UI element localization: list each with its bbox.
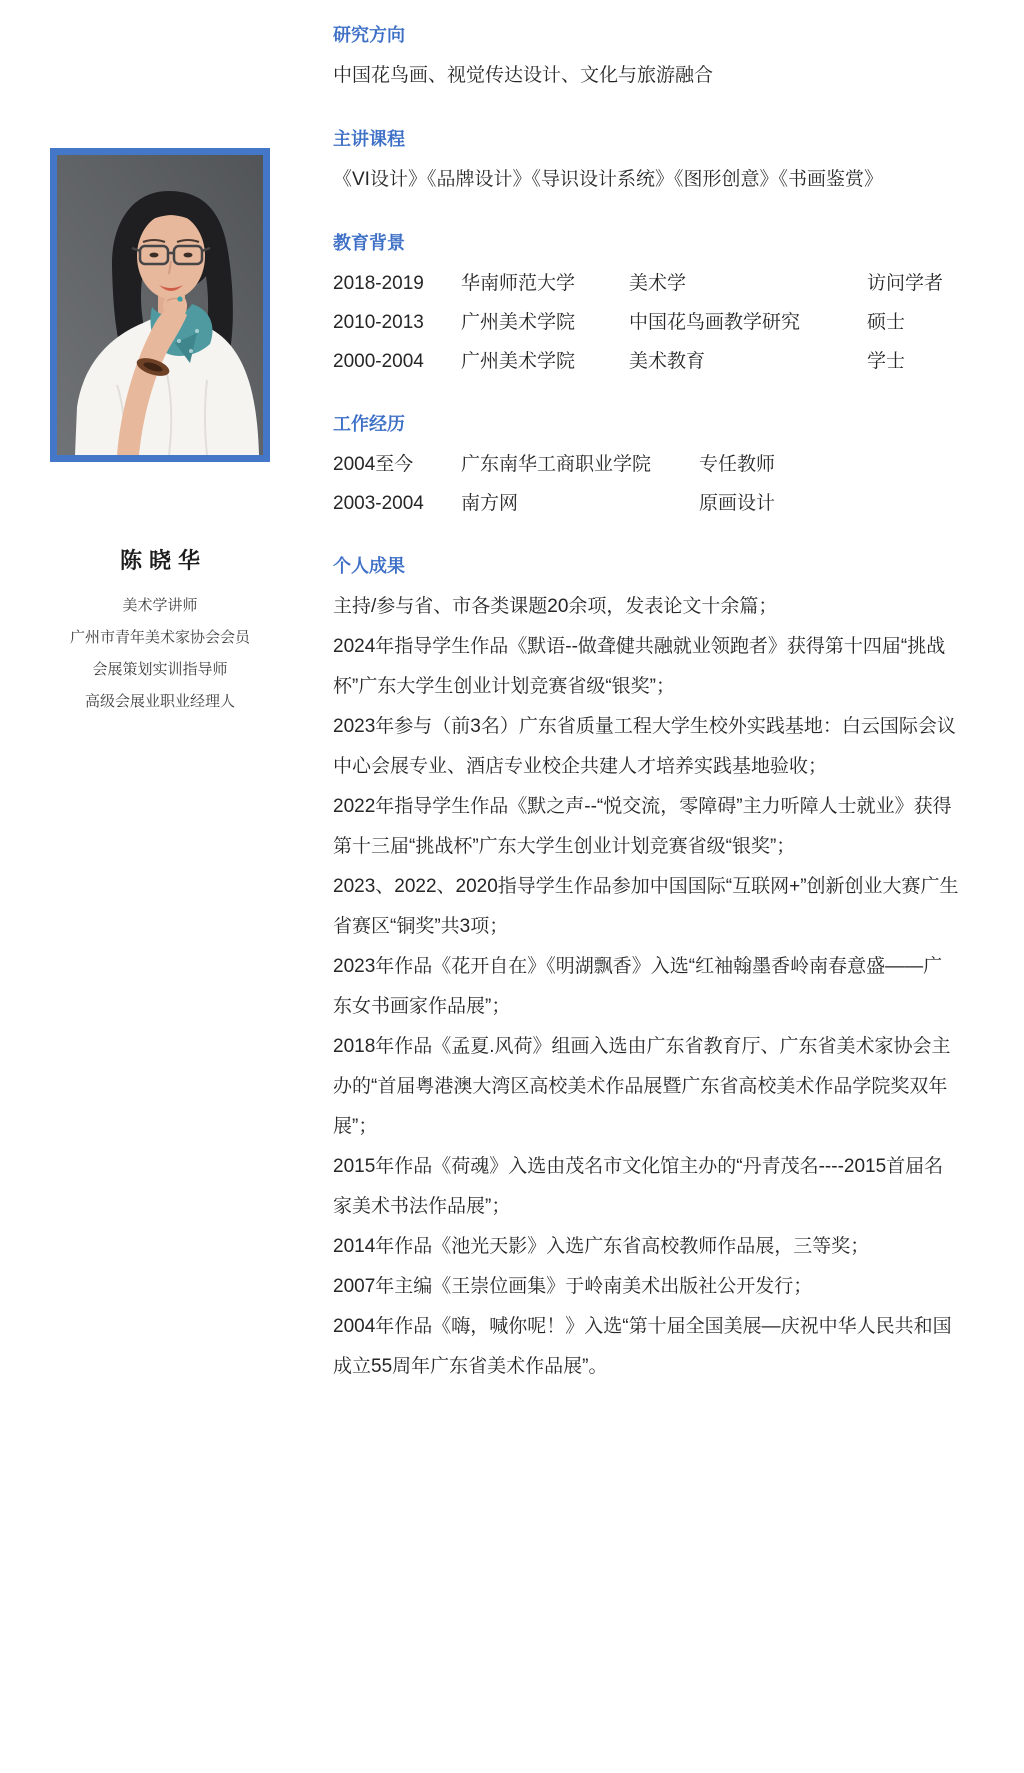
education-major: 美术学	[629, 273, 687, 294]
education-period: 2018-2019	[333, 273, 424, 294]
education-degree: 学士	[867, 351, 906, 372]
achievement-item: 主持/参与省、市各类课题20余项，发表论文十余篇；	[333, 596, 778, 617]
achievement-item: 2015年作品《荷魂》入选由茂名市文化馆主办的“丹青茂名----2015首届名家美术书法作品展”；	[333, 1156, 944, 1217]
education-school: 广州美术学院	[461, 312, 576, 333]
education-period: 2000-2004	[333, 351, 424, 372]
achievement-item: 2007年主编《王崇位画集》于岭南美术出版社公开发行；	[333, 1276, 813, 1297]
work-row	[333, 484, 960, 523]
research-text: 中国花鸟画、视觉传达设计、文化与旅游融合	[333, 65, 714, 86]
education-degree: 访问学者	[867, 273, 944, 294]
person-titles	[10, 590, 310, 718]
achievement-item: 2022年指导学生作品《默之声--“悦交流，零障碍”主力听障人士就业》获得第十三届“挑战杯”广东大学生创业计划竞赛省级“银奖”；	[333, 796, 952, 857]
person-title: 美术学讲师	[122, 597, 198, 614]
portrait-illustration	[57, 155, 263, 455]
section-courses	[333, 126, 960, 200]
education-row	[333, 342, 960, 381]
achievement-item: 2024年指导学生作品《默语--做聋健共融就业领跑者》获得第十四届“挑战杯”广东大学生创业计划竞赛省级“银奖”；	[333, 636, 946, 697]
work-employer: 广东南华工商职业学院	[461, 454, 652, 475]
work-role: 专任教师	[699, 454, 776, 475]
work-row	[333, 445, 960, 484]
education-school: 华南师范大学	[461, 273, 576, 294]
section-heading-education: 教育背景	[333, 233, 405, 253]
education-row	[333, 303, 960, 342]
person-name: 陈晓华	[119, 548, 207, 573]
section-work	[333, 411, 960, 523]
person-title: 会展策划实训指导师	[92, 661, 228, 678]
achievement-item: 2014年作品《池光天影》入选广东省高校教师作品展，三等奖；	[333, 1236, 870, 1257]
education-table	[333, 264, 960, 381]
achievement-item: 2023年参与（前3名）广东省质量工程大学生校外实践基地：白云国际会议中心会展专业、酒店专业校企共建人才培养实践基地验收；	[333, 716, 956, 777]
person-title: 高级会展业职业经理人	[84, 693, 235, 710]
section-heading-courses: 主讲课程	[333, 129, 405, 149]
person-title: 广州市青年美术家协会会员	[69, 629, 250, 646]
education-degree: 硕士	[867, 312, 906, 333]
courses-text: 《VI设计》《品牌设计》《导识设计系统》《图形创意》《书画鉴赏》	[333, 169, 883, 190]
section-research	[333, 22, 960, 96]
work-table	[333, 445, 960, 523]
section-heading-work: 工作经历	[333, 414, 405, 434]
achievement-item: 2023、2022、2020指导学生作品参加中国国际“互联网+”创新创业大赛广生省赛区“铜奖”共3项；	[333, 876, 959, 937]
work-period: 2003-2004	[333, 493, 424, 514]
education-major: 中国花鸟画教学研究	[629, 312, 801, 333]
achievements-list	[333, 587, 960, 1387]
education-row	[333, 264, 960, 303]
section-achievements	[333, 553, 960, 1387]
achievement-item: 2018年作品《孟夏.风荷》组画入选由广东省教育厅、广东省美术家协会主办的“首届粤港澳大湾区高校美术作品展暨广东省高校美术作品学院奖双年展”；	[333, 1036, 951, 1137]
section-heading-research: 研究方向	[333, 25, 405, 45]
education-school: 广州美术学院	[461, 351, 576, 372]
section-education	[333, 230, 960, 381]
education-period: 2010-2013	[333, 312, 424, 333]
profile-photo	[50, 148, 270, 462]
work-role: 原画设计	[699, 493, 776, 514]
achievement-item: 2023年作品《花开自在》《明湖飘香》入选“红袖翰墨香岭南春意盛——广东女书画家作品展”；	[333, 956, 943, 1017]
work-employer: 南方网	[461, 493, 519, 514]
profile-details	[333, 22, 960, 1417]
work-period: 2004至今	[333, 454, 414, 475]
achievement-item: 2004年作品《嗨，喊你呢！》入选“第十届全国美展—庆祝中华人民共和国成立55周年广东省美术作品展”。	[333, 1316, 952, 1377]
section-heading-achievements: 个人成果	[333, 556, 405, 576]
education-major: 美术教育	[629, 351, 706, 372]
